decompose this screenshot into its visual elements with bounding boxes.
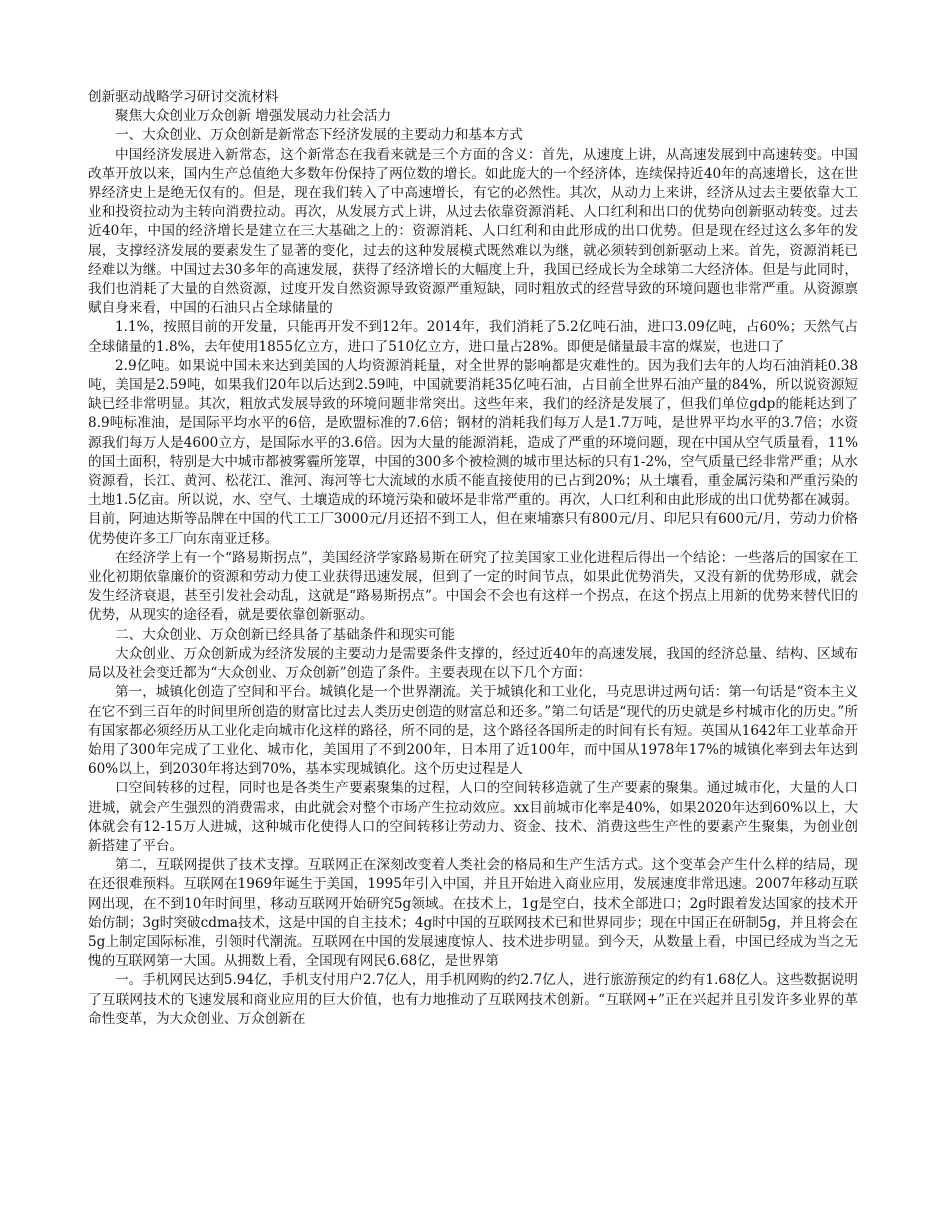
section-1-heading: 一、大众创业、万众创新是新常态下经济发展的主要动力和基本方式 [115, 127, 523, 144]
paragraph: 1.1%，按照目前的开发量，只能再开发不到12年。2014年，我们消耗了5.2亿吨石油，进口3.09亿吨，占60%；天然气占全球储量的1.8%，去年使用1855亿立方，进口了510亿立方，进口量占28%。即便是储量最丰富的煤炭，也进口了 [88, 319, 858, 355]
paragraph: 中国经济发展进入新常态，这个新常态在我看来就是三个方面的含义：首先，从速度上讲，从高速发展到中高速转变。中国改革开放以来，国内生产总值绝大多数年份保持了两位数的增长。如此庞大的一个经济体，连续保持近40年的高速增长，这在世界经济史上是绝无仅有的。但是，现在我们转入了中高速增长，有它的必然性。其次，从动力上来讲，经济从过去主要依靠大工业和投资拉动为主转向消费拉动。再次，从发展方式上讲，从过去依靠资源消耗、人口红利和出口的优势向创新驱动转变。过去近40年，中国的经济增长是建立在三大基础之上的：资源消耗、人口红利和由此形成的出口优势。但是现在经过这么多年的发展，支撑经济发展的要素发生了显著的变化，过去的这种发展模式既然难以为继，就必须转到创新驱动上来。首先，资源消耗已经难以为继。中国过去30多年的高速发展，获得了经济增长的大幅度上升，我国已经成长为全球第二大经济体。但是与此同时，我们也消耗了大量的自然资源，过度开发自然资源导致资源严重短缺，同时粗放式的经营导致的环境问题也非常严重。从资源禀赋自身来看，中国的石油只占全球储量的 [88, 146, 858, 317]
paragraph: 第二，互联网提供了技术支撑。互联网正在深刻改变着人类社会的格局和生产生活方式。这个变革会产生什么样的结局，现在还很难预料。互联网在1969年诞生于美国，1995年引入中国，并且开始进入商业应用，发展速度非常迅速。2007年移动互联网出现，在不到10年时间里，移动互联网开始研究5g领域。在技术上，1g是空白，技术全部进口；2g时跟着发达国家的技术开始仿制；3g时突破cdma技术，这是中国的自主技术；4g时中国的互联网技术已和世界同步；现在中国正在研制5g，并且将会在5g上制定国际标准，引领时代潮流。互联网在中国的发展速度惊人、技术进步明显。到今天，从数量上看，中国已经成为当之无愧的互联网第一大国。从拥数上看，全国现有网民6.68亿，是世界第 [88, 857, 858, 970]
paragraph: 大众创业、万众创新成为经济发展的主要动力是需要条件支撑的，经过近40年的高速发展，我国的经济总量、结构、区域布局以及社会变迁都为“大众创业、万众创新”创造了条件。主要表现在以下几个方面： [88, 645, 858, 682]
paragraph: 一。手机网民达到5.94亿，手机支付用户2.7亿人，用手机网购的约2.7亿人，进行旅游预定的约有1.68亿人。这些数据说明了互联网技术的飞速发展和商业应用的巨大价值，也有力地推动了互联网技术创新。“互联网+”正在兴起并且引发许多业界的革命性变革，为大众创业、万众创新在 [88, 972, 858, 1027]
paragraph: 在经济学上有一个“路易斯拐点”，美国经济学家路易斯在研究了拉美国家工业化进程后得出一个结论：一些落后的国家在工业化初期依靠廉价的资源和劳动力使工业获得迅速发展，但到了一定的时间节点，如果此优势消失，又没有新的优势形成，就会发生经济衰退，甚至引发社会动乱，这就是“路易斯拐点”。中国会不会也有这样一个拐点，在这个拐点上用新的优势来替代旧的优势，从现实的途径看，就是要依靠创新驱动。 [88, 549, 858, 624]
paragraph: 口空间转移的过程，同时也是各类生产要素聚集的过程，人口的空间转移造就了生产要素的聚集。通过城市化，大量的人口进城，就会产生强烈的消费需求，由此就会对整个市场产生拉动效应。xx目前城市化率是40%，如果2020年达到60%以上，大体就会有12-15万人进城，这种城市化使得人口的空间转移让劳动力、资金、技术、消费这些生产性的要素产生聚集，为创业创新搭建了平台。 [88, 780, 858, 854]
section-2-heading: 二、大众创业、万众创新已经具备了基础条件和现实可能 [115, 626, 455, 643]
paragraph: 第一，城镇化创造了空间和平台。城镇化是一个世界潮流。关于城镇化和工业化，马克思讲过两句话：第一句话是“资本主义在它不到三百年的时间里所创造的财富比过去人类历史创造的财富总和还多。”第二句话是“现代的历史就是乡村城市化的历史。”所有国家都必须经历从工业化走向城市化这样的路径，所不同的是，这个路径各国所走的时间有长有短。英国从1642年工业革命开始用了300年完成了工业化、城市化，美国用了不到200年，日本用了近100年，而中国从1978年17%的城镇化率到去年达到60%以上，到2030年将达到70%，基本实现城镇化。这个历史过程是人 [88, 684, 858, 778]
paragraph: 2.9亿吨。如果说中国未来达到美国的人均资源消耗量，对全世界的影响都是灾难性的。因为我们去年的人均石油消耗0.38吨，美国是2.59吨，如果我们20年以后达到2.59吨，中国就要消耗35亿吨石油，占目前全世界石油产量的84%，所以说资源短缺已经非常明显。其次，粗放式发展导致的环境问题非常突出。这些年来，我们的经济是发展了，但我们单位gdp的能耗达到了8.9吨标准油，是国际平均水平的6倍，是欧盟标准的7.6倍；钢材的消耗我们每万人是1.7万吨，是世界平均水平的3.7倍；水资源我们每万人是4600立方，是国际水平的3.6倍。因为大量的能源消耗，造成了严重的环境问题，现在中国从空气质量看，11%的国土面积，特别是大中城市都被雾霾所笼罩，中国的300多个被检测的城市里达标的只有1-2%，空气质量已经非常严重；从水资源看，长江、黄河、松花江、淮河、海河等七大流域的水质不能直接使用的已占到20%；从土壤看，重金属污染和严重污染的土地1.5亿亩。所以说，水、空气、土壤造成的环境污染和破坏是非常严重的。再次，人口红利和由此形成的出口优势都在减弱。目前，阿迪达斯等品牌在中国的代工工厂3000元/月还招不到工人，但在柬埔寨只有800元/月、印尼只有600元/月，劳动力价格优势使许多工厂向东南亚迁移。 [88, 357, 858, 547]
document-title: 创新驱动战略学习研讨交流材料 [88, 89, 279, 105]
document-subtitle: 聚焦大众创业万众创新 增强发展动力社会活力 [115, 108, 392, 125]
